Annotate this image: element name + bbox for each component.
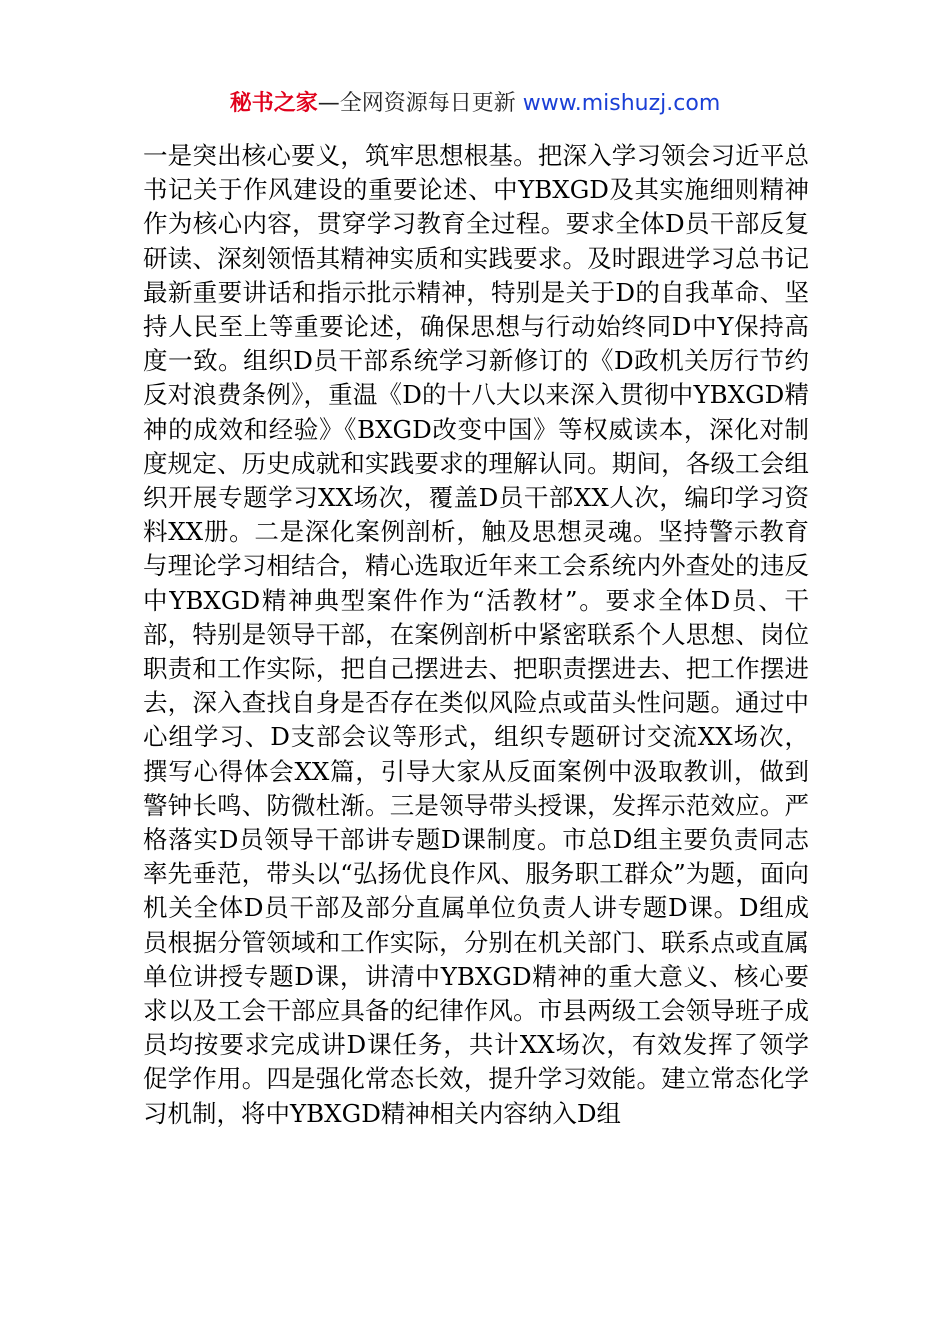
site-brand: 秘书之家 [229,91,318,116]
site-header [0,88,950,120]
document-paragraph: 一是突出核心要义，筑牢思想根基。把深入学习领会习近平总书记关于作风建设的重要论述、中YBXGD及其实施细则精神作为核心内容，贯穿学习教育全过程。要求全体D员干部反复研读、深刻领悟其精神实质和实践要求。及时跟进学习总书记最新重要讲话和指示批示精神，特别是关于D的自我革命、坚持人民至上等重要论述，确保思想与行动始终同D中Y保持高度一致。组织D员干部系统学习新修订的《D政机关厉行节约反对浪费条例》，重温《D的十八大以来深入贯彻中YBXGD精神的成效和经验》《BXGD改变中国》等权威读本，深化对制度规定、历史成就和实践要求的理解认同。期间，各级工会组织开展专题学习XX场次，覆盖D员干部XX人次，编印学习资料XX册。二是深化案例剖析，触及思想灵魂。坚持警示教育与理论学习相结合，精心选取近年来工会系统内外查处的违反中YBXGD精神典型案件作为“活教材”。要求全体D员、干部，特别是领导干部，在案例剖析中紧密联系个人思想、岗位职责和工作实际，把自己摆进去、把职责摆进去、把工作摆进去，深入查找自身是否存在类似风险点或苗头性问题。通过中心组学习、D支部会议等形式，组织专题研讨交流XX场次，撰写心得体会XX篇，引导大家从反面案例中汲取教训，做到警钟长鸣、防微杜渐。三是领导带头授课，发挥示范效应。严格落实D员领导干部讲专题D课制度。市总D组主要负责同志率先垂范，带头以“弘扬优良作风、服务职工群众”为题，面向机关全体D员干部及部分直属单位负责人讲专题D课。D组成员根据分管领域和工作实际，分别在机关部门、联系点或直属单位讲授专题D课，讲清中YBXGD精神的重大意义、核心要求以及工会干部应具备的纪律作风。市县两级工会领导班子成员均按要求完成讲D课任务，共计XX场次，有效发挥了领学促学作用。四是强化常态长效，提升学习效能。建立常态化学习机制，将中YBXGD精神相关内容纳入D组 [143,141,809,1128]
site-tagline: —全网资源每日更新 [317,91,523,116]
site-url-link[interactable]: www.mishuzj.com [522,91,721,116]
